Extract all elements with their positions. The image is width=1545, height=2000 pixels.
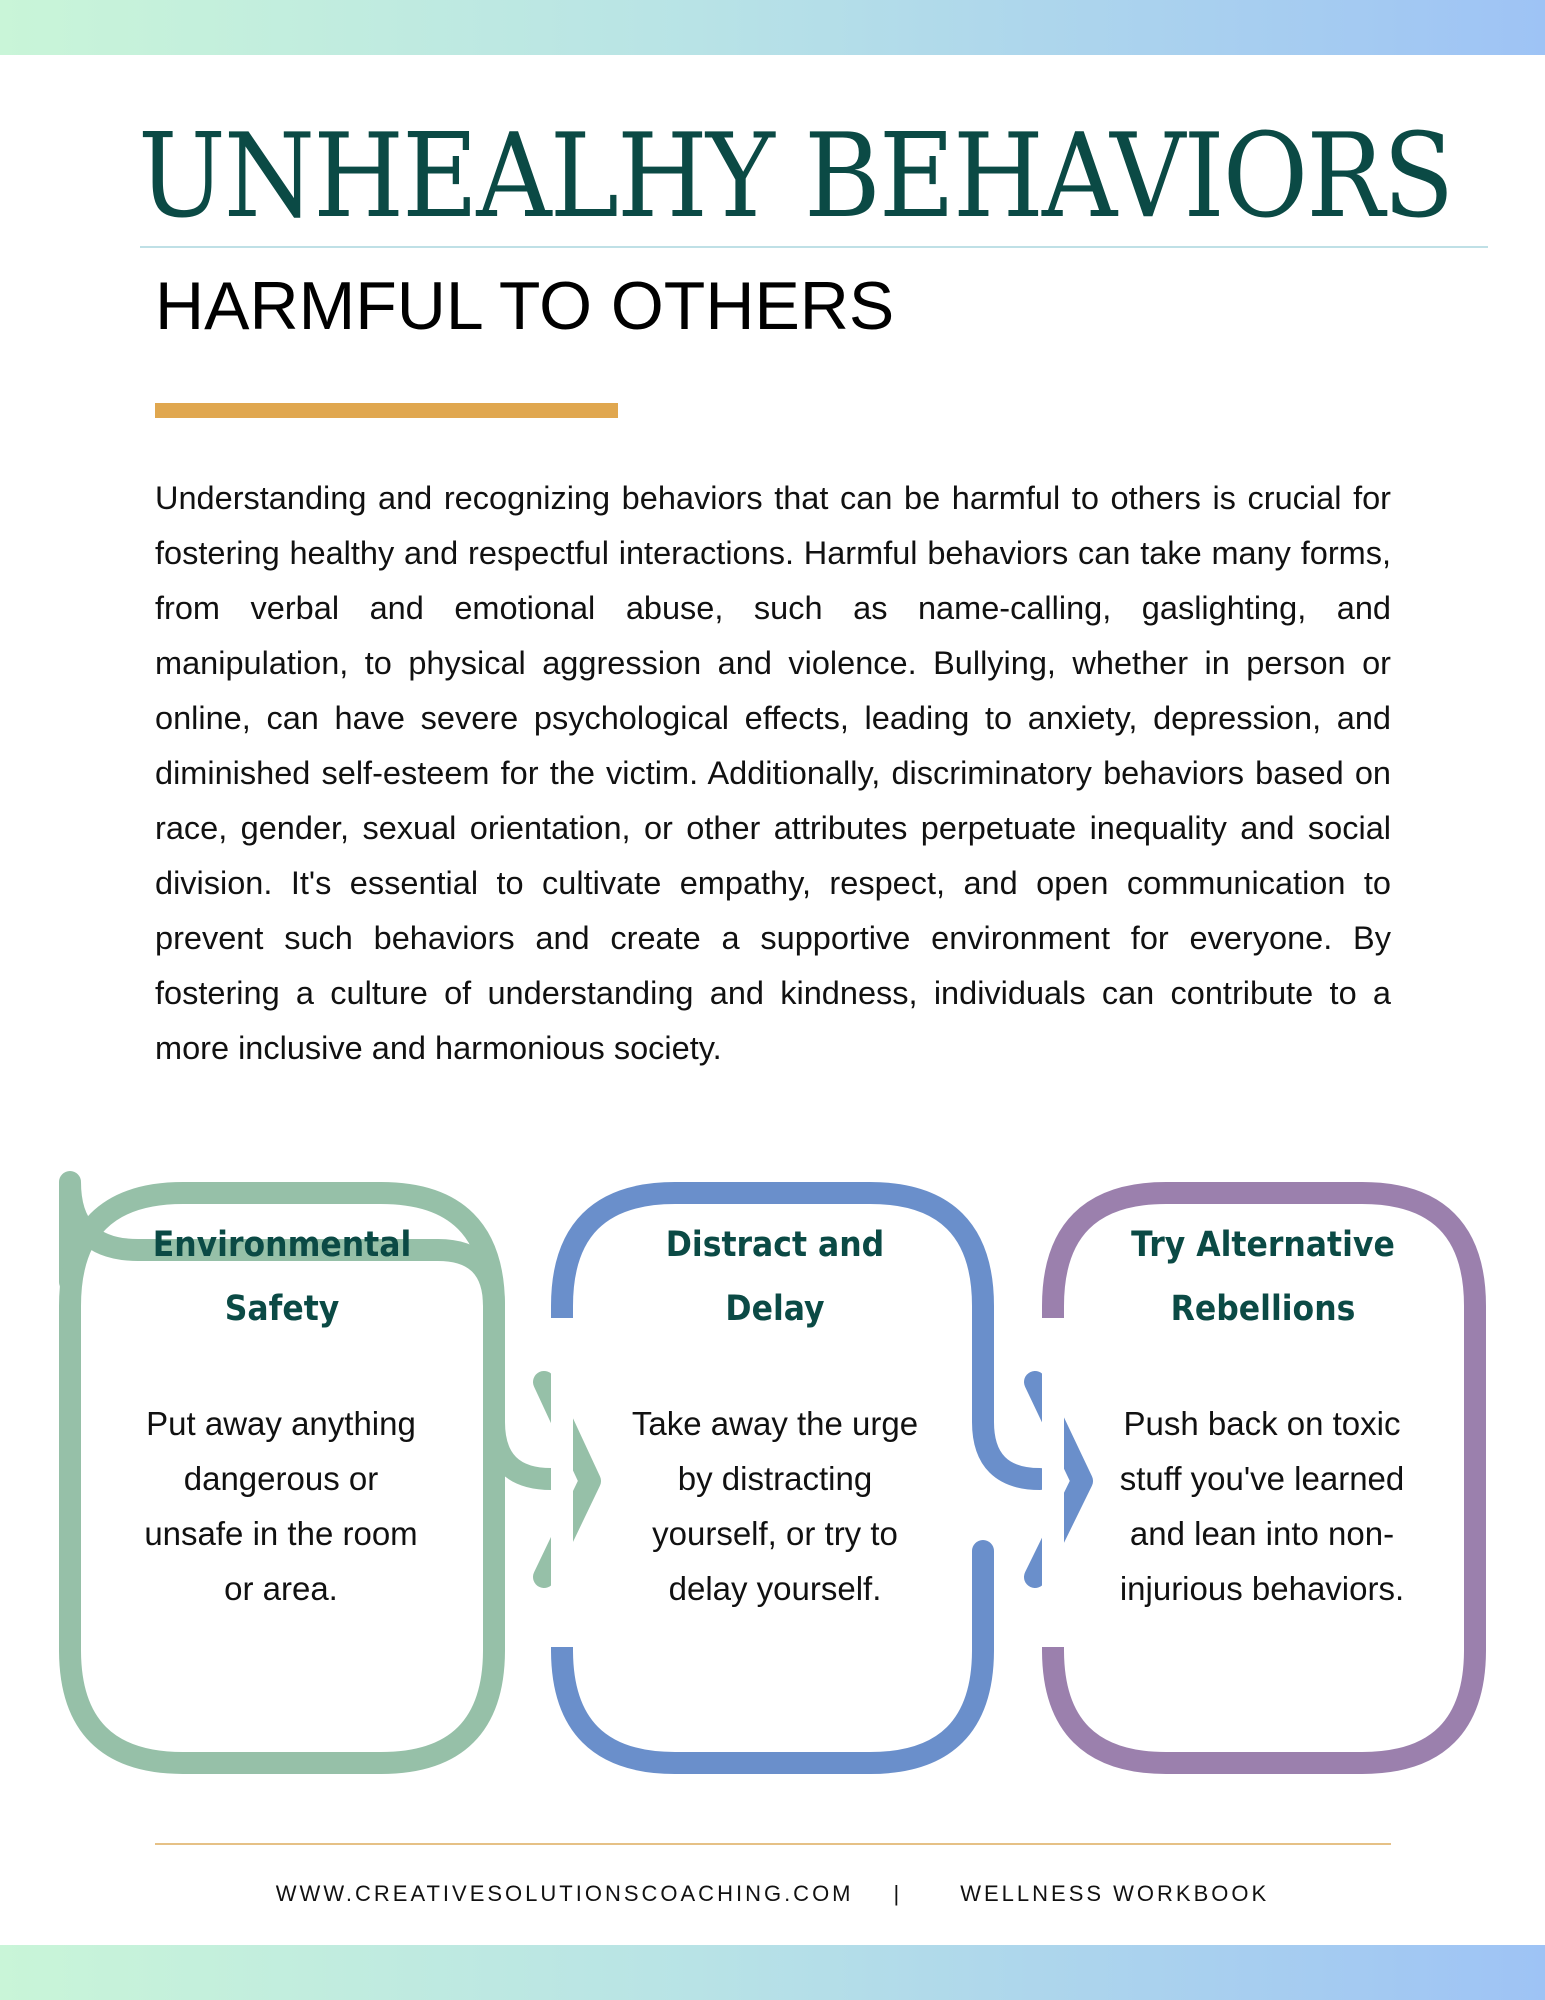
- step-2-title-line-2: Delay: [725, 1289, 825, 1329]
- step-2-gap: [551, 1318, 573, 1647]
- footer: [0, 1881, 1545, 1907]
- step-3-gap: [1042, 1318, 1064, 1647]
- step-1-title-line-2: Safety: [224, 1289, 340, 1329]
- page-subtitle: HARMFUL TO OTHERS: [155, 268, 895, 344]
- footer-rule: [155, 1843, 1391, 1845]
- step-3-title-line-2: Rebellions: [1170, 1289, 1356, 1329]
- bottom-gradient-band: [0, 1945, 1545, 2000]
- step-1-body: Put away anything dangerous or unsafe in the room or area.: [144, 1405, 418, 1607]
- footer-website-link[interactable]: WWW.CREATIVESOLUTIONSCOACHING.COM: [275, 1881, 854, 1906]
- intro-paragraph: Understanding and recognizing behaviors that can be harmful to others is crucial for fostering healthy and respectful interactions. Harmful behaviors can take many forms, from verbal and emotional abuse, such as name-calling, gaslighting, and manipulation, to physical aggression and violence. Bullying, whether in person or online, can have severe psychological effects, leading to anxiety, depression, and diminished self-esteem for the victim. Additionally, discriminatory behaviors based on race, gender, sexual orientation, or other attributes perpetuate inequality and social division. It's essential to cultivate empathy, respect, and open communication to prevent such behaviors and create a supportive environment for everyone. By fostering a culture of understanding and kindness, individuals can contribute to a more inclusive and harmonious society.: [155, 480, 1391, 1066]
- step-3-title-line-1: Try Alternative: [1131, 1225, 1395, 1265]
- step-1-title: [129, 1213, 435, 1341]
- step-3-body: Push back on toxic stuff you've learned and lean into non-injurious behaviors.: [1119, 1405, 1405, 1607]
- step-2-title-line-1: Distract and: [665, 1225, 885, 1265]
- step-2-body: Take away the urge by distracting yourself, or try to delay yourself.: [631, 1405, 919, 1607]
- footer-label: WELLNESS WORKBOOK: [960, 1881, 1270, 1906]
- step-2-title: [622, 1213, 928, 1341]
- step-1-title-line-1: Environmental: [152, 1225, 412, 1265]
- step-3-title: [1110, 1213, 1416, 1341]
- page-title: UNHEALHY BEHAVIORS: [138, 108, 1453, 244]
- footer-separator: |: [893, 1881, 903, 1906]
